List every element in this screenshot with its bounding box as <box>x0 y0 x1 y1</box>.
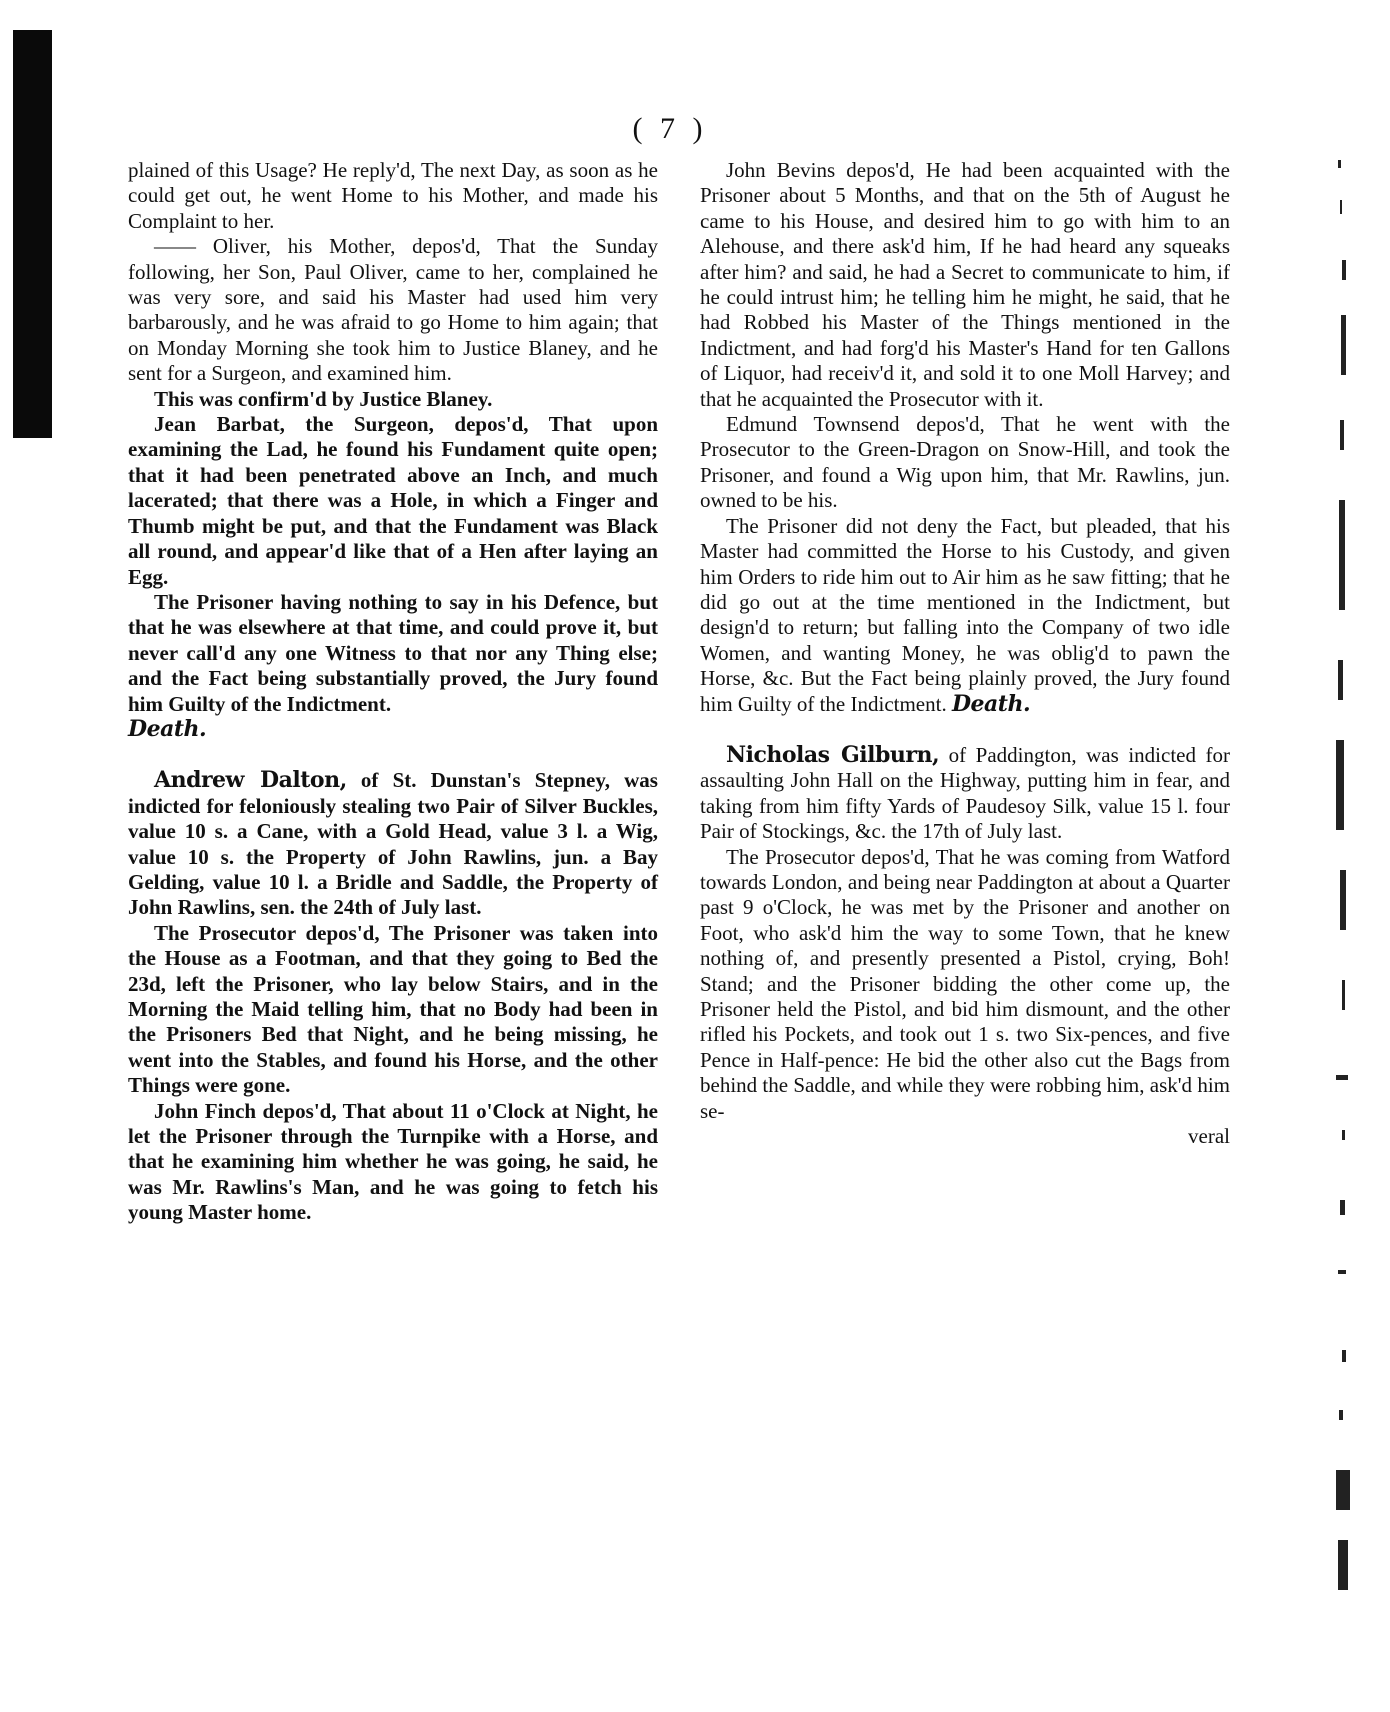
paragraph: Jean Barbat, the Surgeon, depos'd, That upon examining the Lad, he found his Fundament quite open; that it had been penetrated above an Inch, and much lacerated; that there was a Hole, in which a Finger and Thumb might be put, and that the Fundament was Black all round, and appear'd like that of a Hen after laying an Egg. <box>128 412 658 589</box>
paragraph: The Prisoner having nothing to say in his Defence, but that he was elsewhere at that time, and could prove it, but never call'd any one Witness to that nor any Thing else; and the Fact being substantially proved, the Jury found him Guilty of the Indictment. <box>128 589 658 716</box>
paragraph: This was confirm'd by Justice Blaney. <box>154 386 493 411</box>
paragraph: plained of this Usage? He reply'd, The next Day, as soon as he could get out, he went Home to his Mother, and made his Complaint to her. <box>128 158 658 233</box>
defendant-name: Nicholas Gilburn, <box>726 741 940 768</box>
paragraph: —— Oliver, his Mother, depos'd, That the Sunday following, her Son, Paul Oliver, came to her, complained he was very sore, and said his Master had used him very barbarously, and he was afraid to go Home to him again; that on Monday Morning she took him to Justice Blaney, and he sent for a Surgeon, and examined him. <box>128 234 658 386</box>
scan-binding-shadow <box>13 30 52 438</box>
verdict: Death. <box>951 690 1031 717</box>
paragraph <box>700 514 1230 717</box>
right-column <box>700 158 1230 1149</box>
catchword: veral <box>1188 1124 1230 1149</box>
case-charge: of St. Dunstan's Stepney, was indicted for feloniously stealing two Pair of Silver Buckles, value 10 s. a Cane, with a Gold Head, value 3 l. a Wig, value 10 s. the Property of John Rawlins, jun. a Bay Gelding, value 10 l. a Bridle and Saddle, the Property of John Rawlins, sen. the 24th of July last. <box>128 768 658 920</box>
case-heading <box>128 768 658 920</box>
page-number: ( 7 ) <box>632 112 708 145</box>
case-charge: of Paddington, was indicted for assaulting John Hall on the Highway, putting him in fear, and taking from him fifty Yards of Paudesoy Silk, value 15 l. four Pair of Stockings, &c. the 17th of July last. <box>700 742 1231 844</box>
verdict: Death. <box>128 715 207 742</box>
paragraph: John Bevins depos'd, He had been acquainted with the Prisoner about 5 Months, and that on the 5th of August he came to his House, and desired him to go with him to an Alehouse, and there ask'd him, If he had heard any squeaks after him? and said, he had a Secret to communicate to him, if he could intrust him; he telling him he might, he said, that he had Robbed his Master of the Things mentioned in the Indictment, and had forg'd his Master's Hand for ten Gallons of Liquor, had receiv'd it, and sold it to one Moll Harvey; and that he acquainted the Prosecutor with it. <box>700 158 1230 411</box>
paragraph-text: The Prisoner did not deny the Fact, but pleaded, that his Master had committed the Horse to his Custody, and given him Orders to ride him out to Air him as he saw fitting; that he did go out at the time mentioned in the Indictment, but design'd to return; but falling into the Company of two idle Women, and wanting Money, he was oblig'd to pawn the Horse, &c. But the Fact being plainly proved, the Jury found him Guilty of the Indictment. <box>700 513 1230 716</box>
paragraph: John Finch depos'd, That about 11 o'Clock at Night, he let the Prisoner through the Turnpike with a Horse, and that he examining him whether he was going, he said, he was Mr. Rawlins's Man, and he was going to fetch his young Master home. <box>128 1098 658 1225</box>
scan-margin-noise <box>1318 140 1368 1620</box>
verdict-line <box>128 717 658 742</box>
paragraph: Edmund Townsend depos'd, That he went with the Prosecutor to the Green-Dragon on Snow-Hill, and took the Prisoner, and found a Wig upon him, that Mr. Rawlins, jun. owned to be his. <box>700 412 1230 513</box>
paragraph: The Prosecutor depos'd, That he was coming from Watford towards London, and being near Paddington at about a Quarter past 9 o'Clock, he was met by the Prisoner and another on Foot, who ask'd him the way to some Town, that he knew nothing of, and presently presented a Pistol, crying, Boh! Stand; and the Prisoner bidding the other come up, the Prisoner held the Pistol, and bid him dismount, and the other rifled his Pockets, and took out 1 s. two Six-pences, and five Pence in Half-pence: He bid the other also cut the Bags from behind the Saddle, and while they were robbing him, ask'd him se- <box>700 844 1230 1123</box>
left-column <box>128 158 658 1226</box>
section-gap <box>700 717 1230 743</box>
defendant-name: Andrew Dalton, <box>154 767 347 794</box>
case-heading <box>700 743 1230 845</box>
section-gap <box>128 742 658 768</box>
paragraph: The Prosecutor depos'd, The Prisoner was taken into the House as a Footman, and that they going to Bed the 23d, left the Prisoner, who lay below Stairs, and in the Morning the Maid telling him, that no Body had been in the Prisoners Bed that Night, and he being missing, he went into the Stables, and found his Horse, and the other Things were gone. <box>128 920 658 1098</box>
